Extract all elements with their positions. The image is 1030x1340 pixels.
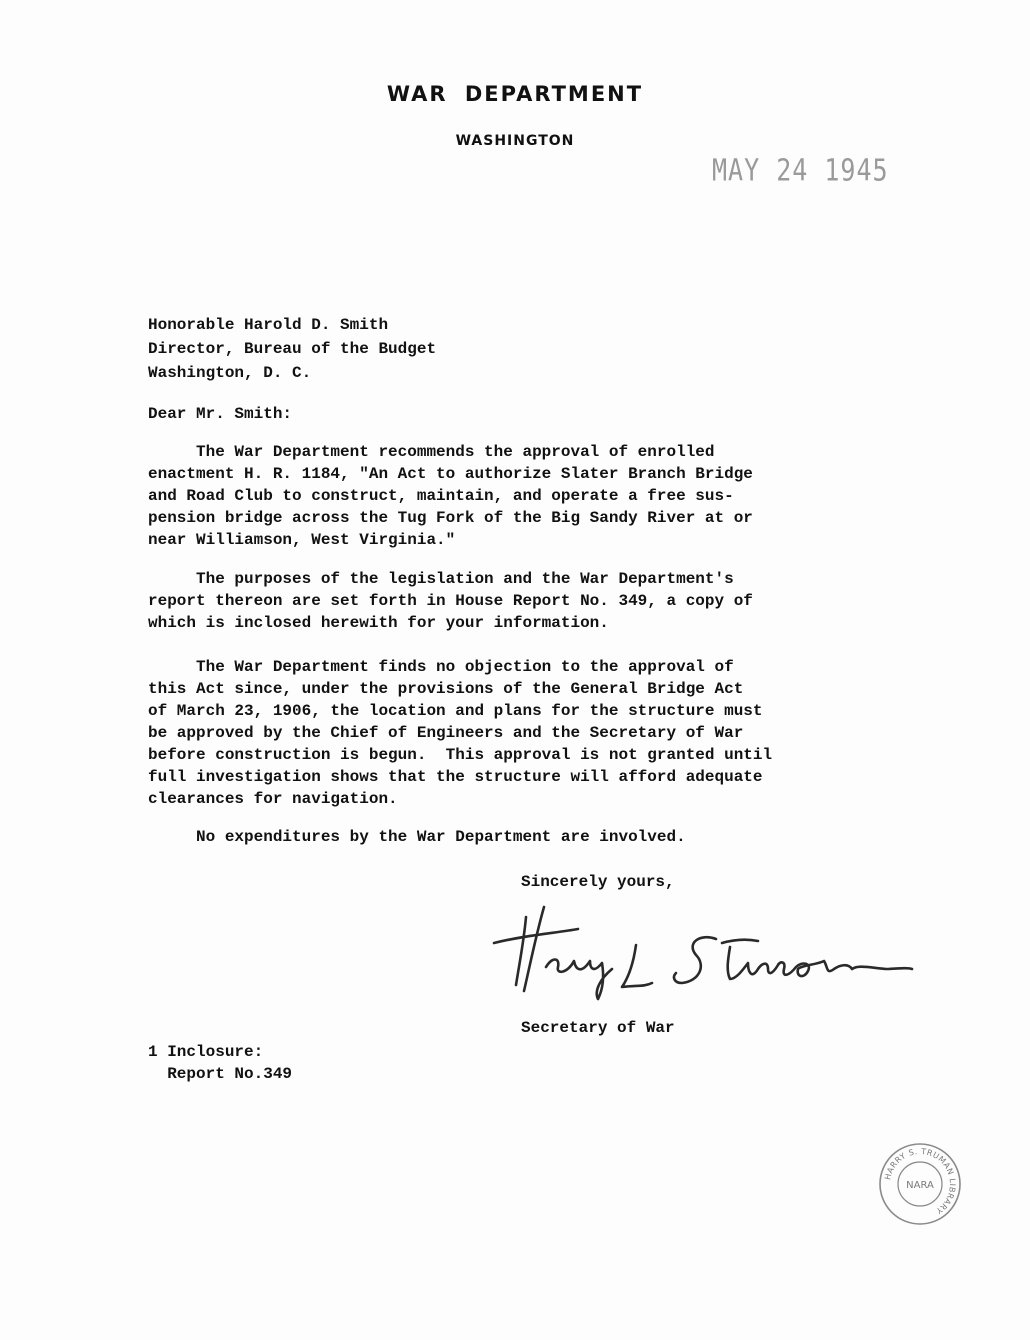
addressee-block [148, 313, 436, 385]
letterhead-title: WAR DEPARTMENT [386, 82, 644, 106]
paragraph-line: full investigation shows that the structure will afford adequate [148, 768, 763, 786]
inclosure-note [148, 1041, 292, 1085]
paragraph-2 [148, 568, 753, 634]
paragraph-4 [148, 826, 686, 848]
date-received-stamp: MAY 24 1945 [712, 153, 889, 188]
addressee-line: Honorable Harold D. Smith [148, 316, 389, 334]
inclosure-line: 1 Inclosure: [148, 1043, 264, 1061]
paragraph-line: be approved by the Chief of Engineers and the Secretary of War [148, 724, 744, 742]
handwritten-signature [486, 895, 916, 1005]
addressee-line: Director, Bureau of the Budget [148, 340, 437, 358]
paragraph-line: before construction is begun. This approval is not granted until [148, 746, 773, 764]
paragraph-3 [148, 656, 772, 810]
paragraph-1 [148, 441, 753, 551]
paragraph-line: of March 23, 1906, the location and plans for the structure must [148, 702, 763, 720]
paragraph-line: and Road Club to construct, maintain, and operate a free sus- [148, 487, 734, 505]
paragraph-line: pension bridge across the Tug Fork of the Big Sandy River at or [148, 509, 753, 527]
paragraph-line: The purposes of the legislation and the War Department's [148, 570, 734, 588]
paragraph-line: The War Department recommends the approval of enrolled [148, 443, 715, 461]
paragraph-line: The War Department finds no objection to the approval of [148, 658, 734, 676]
paragraph-line: enactment H. R. 1184, "An Act to authorize Slater Branch Bridge [148, 465, 753, 483]
paragraph-line: this Act since, under the provisions of the General Bridge Act [148, 680, 744, 698]
seal-text-top: HARRY S. TRUMAN LIBRARY [883, 1146, 958, 1216]
seal-text-center: NARA [906, 1180, 934, 1191]
paragraph-line: near Williamson, West Virginia." [148, 531, 456, 549]
paragraph-line: report thereon are set forth in House Report No. 349, a copy of [148, 592, 753, 610]
paragraph-line: clearances for navigation. [148, 790, 398, 808]
paragraph-line: which is inclosed herewith for your information. [148, 614, 609, 632]
complimentary-closing: Sincerely yours, [521, 873, 675, 891]
inclosure-line: Report No.349 [148, 1065, 293, 1083]
letterhead-city: WASHINGTON [455, 133, 575, 149]
paragraph-line: No expenditures by the War Department are involved. [148, 828, 686, 846]
addressee-line: Washington, D. C. [148, 364, 312, 382]
signatory-title: Secretary of War [521, 1019, 675, 1037]
nara-library-seal-icon [878, 1142, 962, 1226]
salutation: Dear Mr. Smith: [148, 405, 293, 423]
